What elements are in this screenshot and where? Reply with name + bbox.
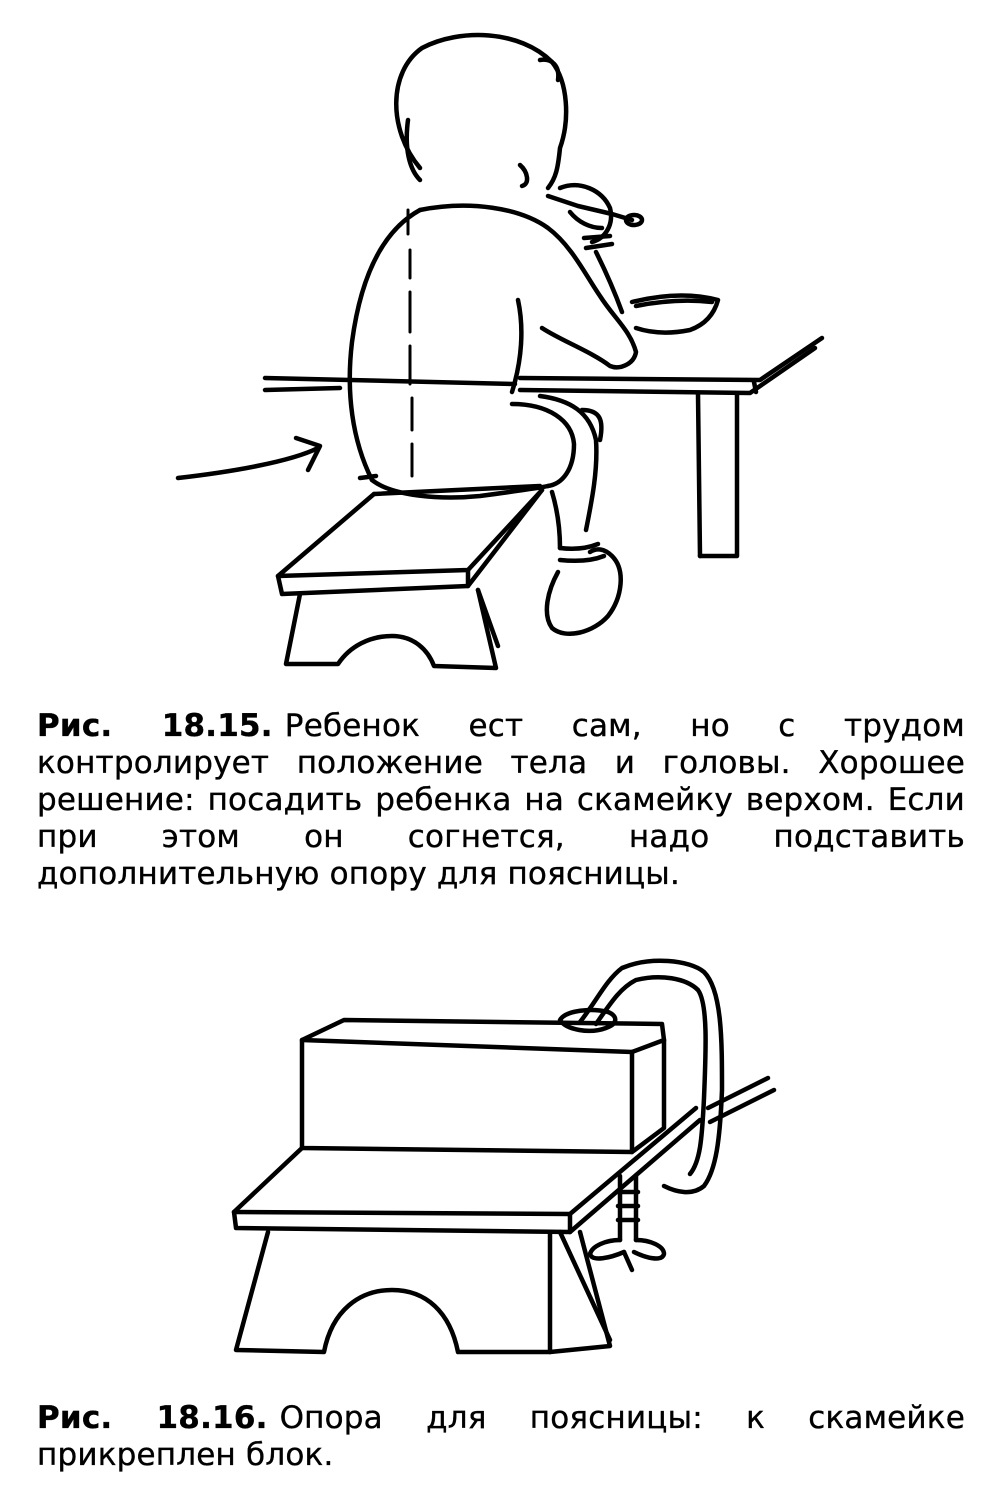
figure-caption (37, 708, 965, 893)
child-on-bench-illustration (0, 0, 1008, 690)
figure-label: Рис. 18.15. (37, 708, 273, 744)
figure-caption (37, 1400, 965, 1474)
figure-label: Рис. 18.16. (37, 1400, 268, 1436)
caption-text: Ребенок ест сам, но с трудом контролирует положение тела и головы. Хорошее решение: посадить ребенка на скамейку верхом. Если при этом он согнется, надо подставить дополнительную опору для поясницы. (37, 708, 966, 892)
bench-with-clamped-block-illustration (0, 940, 1008, 1380)
caption-text: Опора для поясницы: к скамейке прикреплен блок. (37, 1400, 965, 1473)
